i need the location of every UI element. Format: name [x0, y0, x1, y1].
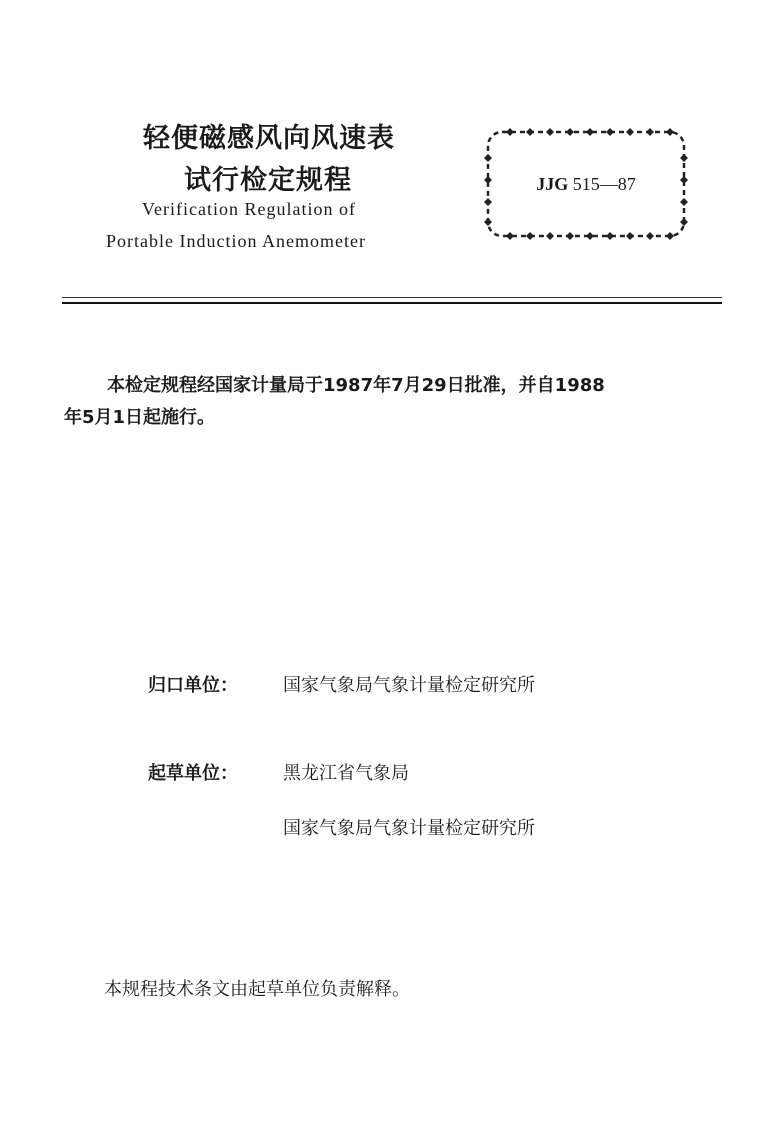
interpretation-note: 本规程技术条文由起草单位负责解释。 — [104, 979, 410, 1000]
responsible-unit-value: 国家气象局气象计量检定研究所 — [283, 675, 535, 696]
approval-line-1: 本检定规程经国家计量局于1987年7月29日批准，并自1988 — [107, 375, 605, 396]
standard-code — [480, 174, 692, 195]
drafting-unit-value-1: 黑龙江省气象局 — [283, 763, 409, 784]
approval-line-2: 年5月1日起施行。 — [64, 407, 216, 428]
standard-code-number: 515—87 — [572, 174, 636, 194]
title-cn-line1: 轻便磁感风向风速表 — [143, 123, 395, 154]
standard-code-box — [480, 124, 692, 244]
title-en-line1: Verification Regulation of — [142, 199, 356, 219]
responsible-unit-label: 归口单位： — [148, 675, 238, 696]
standard-code-prefix: JJG — [536, 174, 569, 194]
header-divider-thin — [62, 297, 722, 298]
header-divider-thick — [62, 302, 722, 304]
title-cn-line2: 试行检定规程 — [184, 165, 352, 196]
title-en-line2: Portable Induction Anemometer — [106, 231, 366, 251]
drafting-unit-value-2: 国家气象局气象计量检定研究所 — [283, 818, 535, 839]
drafting-unit-label: 起草单位： — [148, 763, 238, 784]
